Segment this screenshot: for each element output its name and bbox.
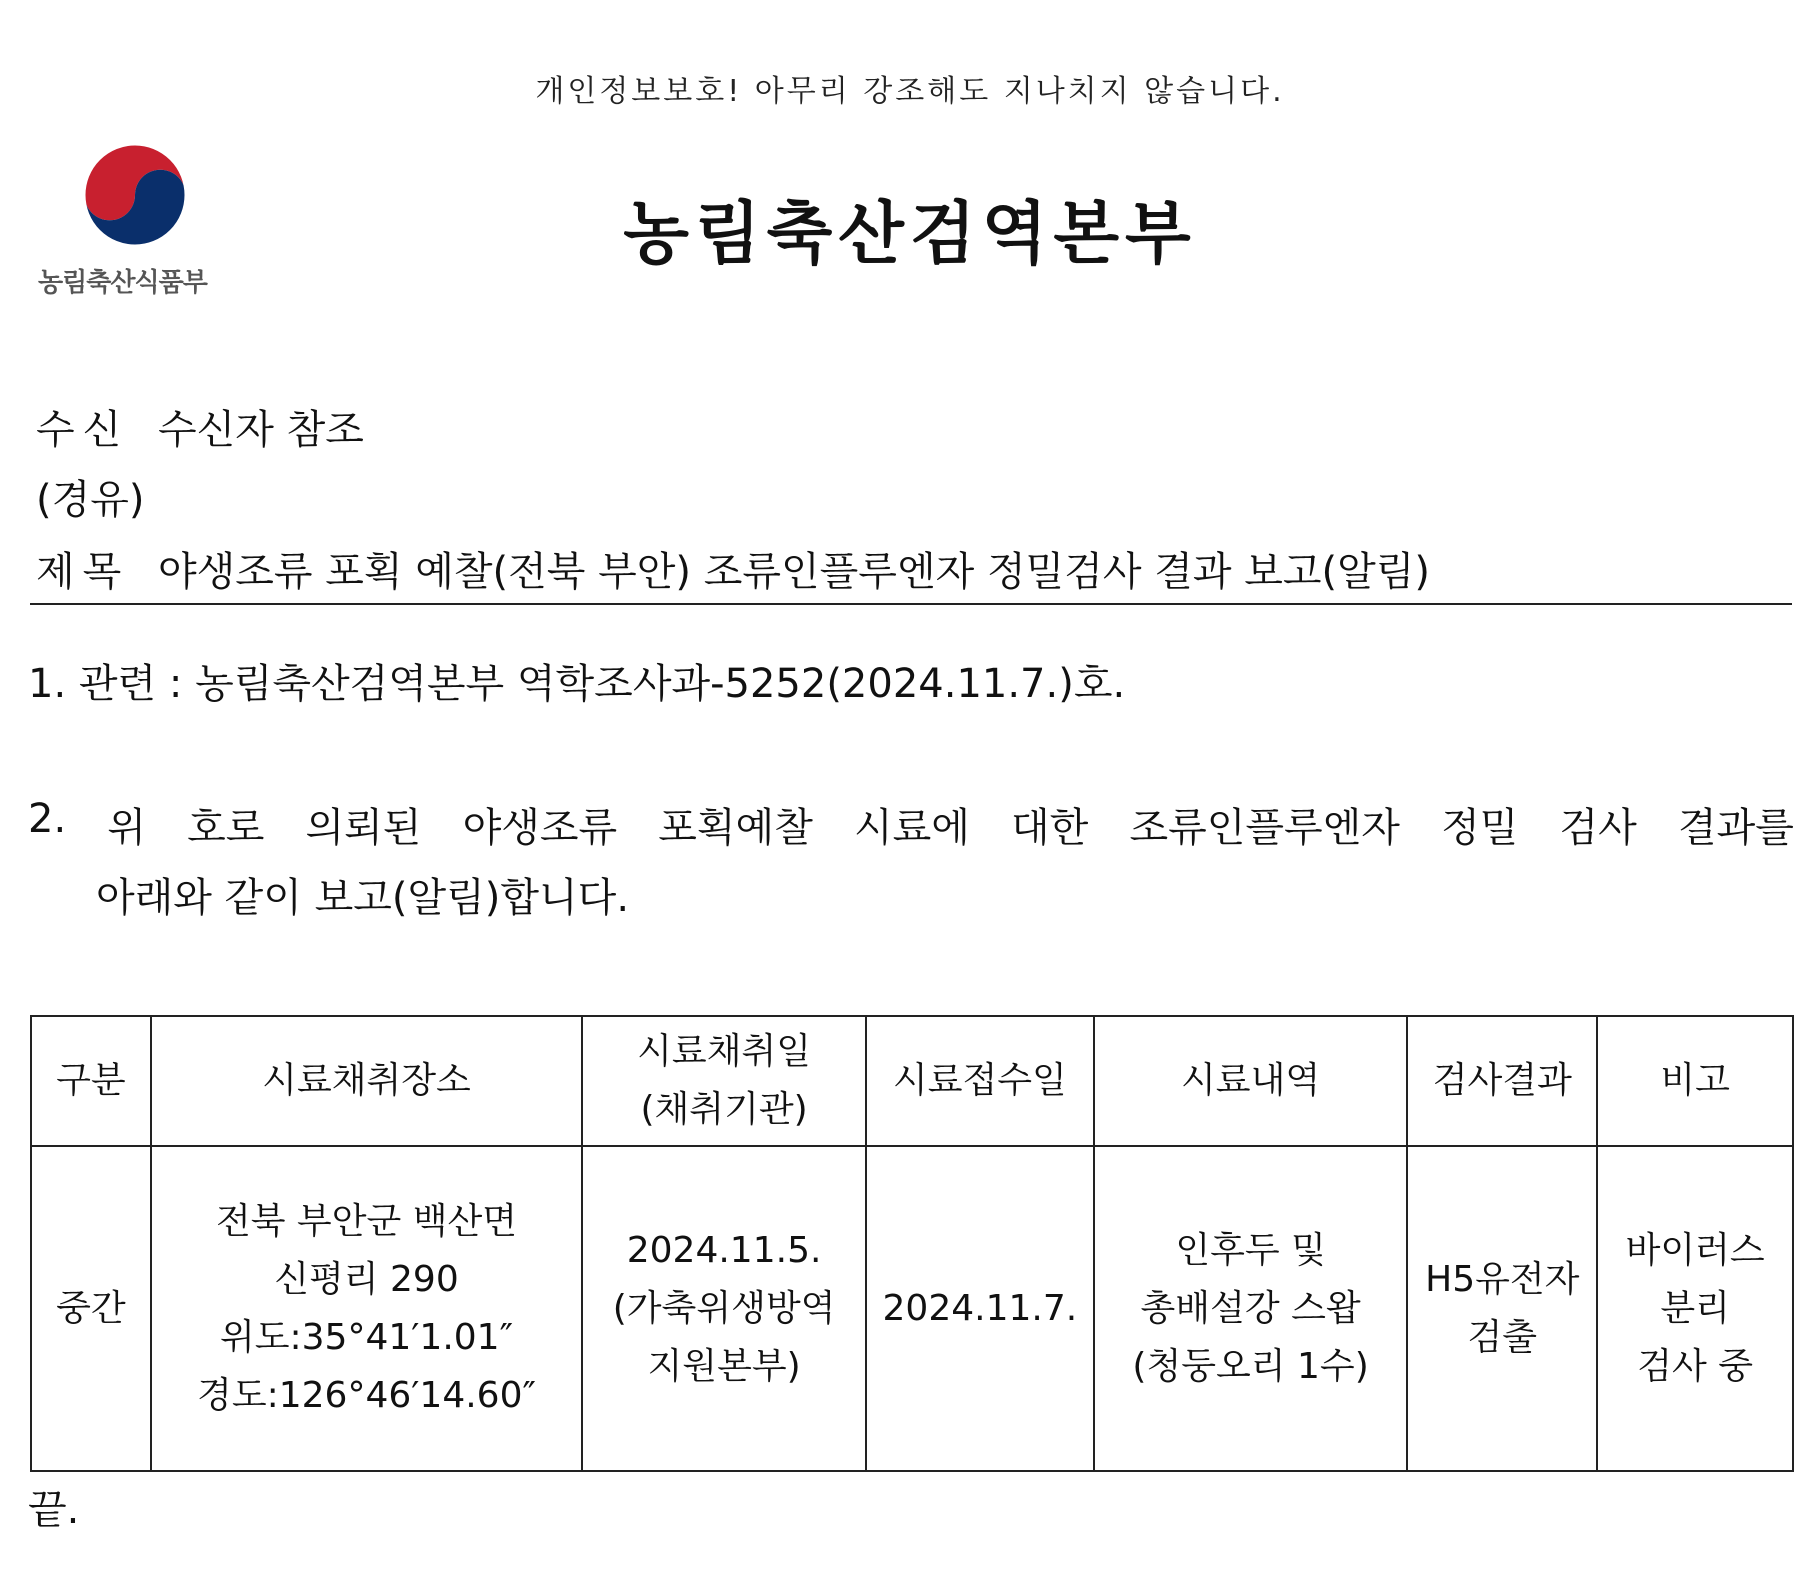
table-cell-text: 2024.11.7.: [882, 1287, 1078, 1329]
privacy-slogan: 개인정보보호! 아무리 강조해도 지나치지 않습니다.: [535, 74, 1285, 109]
table-row: [31, 1146, 1793, 1471]
paragraph-word: 의뢰된: [305, 805, 422, 851]
table-header-cell: [1407, 1016, 1597, 1146]
table-header-text: 검사결과: [1432, 1060, 1572, 1101]
table-cell-text: H5유전자: [1425, 1258, 1580, 1300]
table-header-cell: [151, 1016, 583, 1146]
paragraph-word: 정밀: [1441, 805, 1519, 851]
table-header-text: (채취기관): [640, 1089, 808, 1130]
paragraph-word: 호로: [187, 805, 265, 851]
end-mark: 끝.: [28, 1487, 80, 1533]
table-cell-text: 중간: [56, 1287, 126, 1329]
table-header-text: 시료채취일: [637, 1031, 812, 1072]
paragraph-report-line2: 아래와 같이 보고(알림)합니다.: [96, 875, 630, 921]
table-cell-text: 전북 부안군 백산면: [215, 1200, 518, 1242]
table-header-cell: [866, 1016, 1094, 1146]
subject-label: 제목: [36, 549, 130, 595]
paragraph-word: 2.: [28, 796, 67, 842]
paragraph-word: 검사: [1559, 805, 1637, 851]
results-table: [30, 1015, 1794, 1472]
table-cell-text: (가축위생방역: [612, 1287, 836, 1329]
paragraph-report-line1: [28, 796, 1794, 853]
table-header-text: 시료내역: [1181, 1060, 1321, 1101]
subject-divider: [30, 603, 1792, 605]
table-cell-text: 경도:126°46′14.60″: [197, 1374, 536, 1416]
table-cell-text: (청둥오리 1수): [1132, 1345, 1369, 1387]
table-cell: [582, 1146, 866, 1471]
paragraph-word: 결과를: [1677, 805, 1794, 851]
table-header-text: 비고: [1660, 1060, 1730, 1101]
subject-value: 야생조류 포획 예찰(전북 부안) 조류인플루엔자 정밀검사 결과 보고(알림): [158, 549, 1430, 595]
table-header-text: 시료접수일: [892, 1060, 1067, 1101]
table-cell: [151, 1146, 583, 1471]
table-header-text: 구분: [56, 1060, 126, 1101]
table-cell-text: 총배설강 스왑: [1140, 1287, 1361, 1329]
table-cell: [1597, 1146, 1793, 1471]
paragraph-reference: 1. 관련 : 농림축산검역본부 역학조사과-5252(2024.11.7.)호.: [28, 661, 1126, 707]
table-cell: [1407, 1146, 1597, 1471]
table-cell: [1094, 1146, 1408, 1471]
paragraph-word: 대한: [1011, 805, 1089, 851]
table-cell: [866, 1146, 1094, 1471]
via-label: (경유): [36, 477, 145, 523]
table-cell-text: 지원본부): [647, 1345, 801, 1387]
recipient-value: 수신자 참조: [158, 407, 364, 453]
paragraph-word: 위: [107, 805, 146, 851]
via-row: [36, 468, 145, 525]
org-title: 농림축산검역본부: [623, 195, 1197, 274]
table-header-cell: [1094, 1016, 1408, 1146]
table-cell-text: 2024.11.5.: [626, 1229, 822, 1271]
table-header-cell: [31, 1016, 151, 1146]
recipient-row: [36, 398, 364, 455]
table-cell-text: 위도:35°41′1.01″: [219, 1316, 514, 1358]
paragraph-word: 포획예찰: [658, 805, 813, 851]
table-cell-text: 인후두 및: [1175, 1229, 1326, 1271]
ministry-logo-text: 농림축산식품부: [38, 268, 207, 298]
table-cell-text: 검출: [1467, 1316, 1538, 1358]
table-header-cell: [582, 1016, 866, 1146]
table-cell-text: 검사 중: [1637, 1345, 1753, 1387]
paragraph-word: 조류인플루엔자: [1129, 805, 1400, 851]
paragraph-word: 야생조류: [462, 805, 618, 851]
paragraph-word: 시료에: [853, 805, 970, 851]
table-cell-text: 분리: [1660, 1287, 1730, 1329]
table-header-cell: [1597, 1016, 1793, 1146]
table-cell-text: 신평리 290: [274, 1258, 459, 1300]
table-cell-text: 바이러스: [1625, 1229, 1765, 1271]
table-header-row: [31, 1016, 1793, 1146]
table-cell: [31, 1146, 151, 1471]
table-header-text: 시료채취장소: [262, 1060, 471, 1101]
subject-row: [36, 540, 1430, 597]
recipient-label: 수신: [36, 407, 130, 453]
